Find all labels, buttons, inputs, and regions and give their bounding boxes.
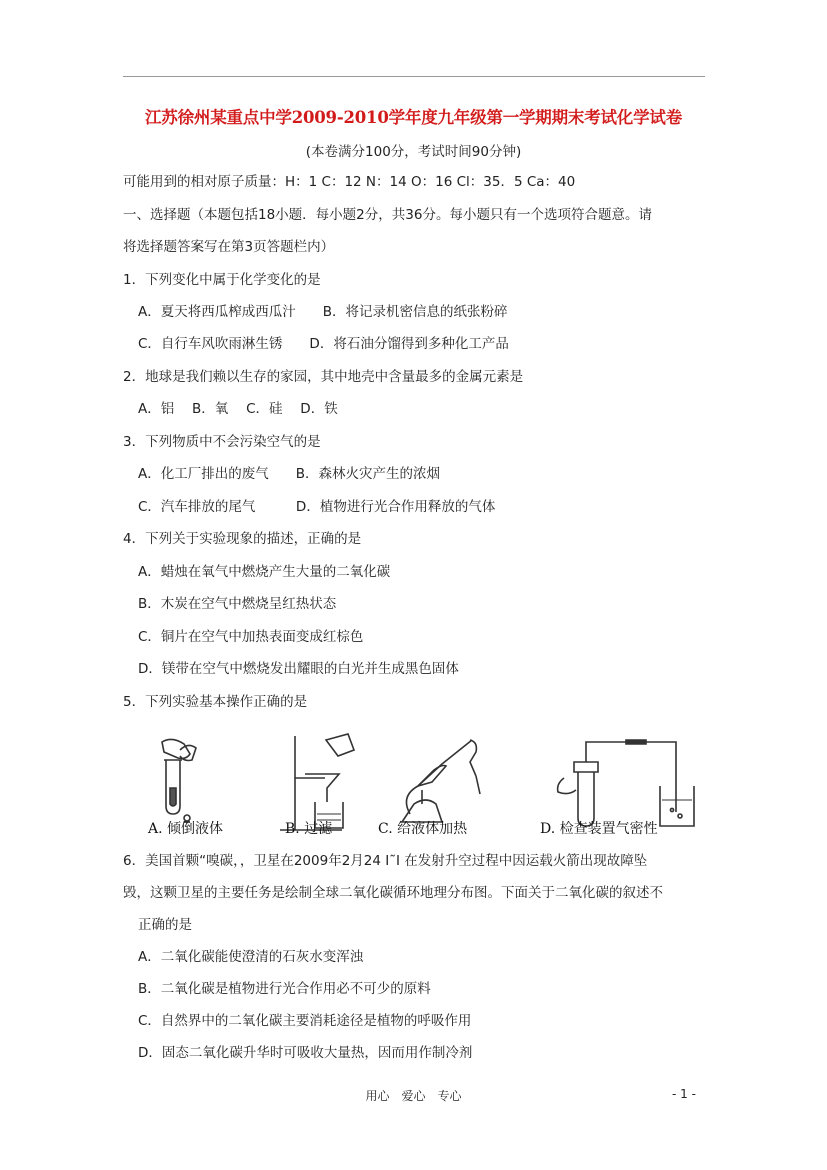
lab-operations-figure [140,730,720,842]
page-number: - 1 - [672,1087,696,1101]
question-2-options: A．铝 B．氧 C．硅 D．铁 [138,401,338,417]
question-2-stem: 2．地球是我们赖以生存的家园，其中地壳中含量最多的金属元素是 [123,369,524,385]
question-1-options-cd: C．自行车风吹雨淋生锈 D．将石油分馏得到多种化工产品 [138,336,509,352]
figure-label-a: A. 倾倒液体 [148,821,224,837]
question-1-stem: 1．下列变化中属于化学变化的是 [123,272,321,288]
filtration-drawing [280,734,354,830]
question-4-option-b: B．木炭在空气中燃烧呈红热状态 [138,596,337,612]
question-4-option-c: C．铜片在空气中加热表面变成红棕色 [138,629,364,645]
section-heading-line2: 将选择题答案写在第3页答题栏内） [123,239,335,255]
section-heading-line1: 一、选择题（本题包括18小题．每小题2分，共36分。每小题只有一个选项符合题意。请 [123,207,652,223]
question-3-options-ab: A．化工厂排出的废气 B．森林火灾产生的浓烟 [138,466,440,482]
airtightness-check-drawing [558,740,694,826]
heating-liquid-drawing [402,740,480,822]
atomic-masses: 可能用到的相对原子质量：H：1 C：12 N：14 O：16 Cl：35．5 Ca：40 [123,174,576,190]
question-6-option-a: A．二氧化碳能使澄清的石灰水变浑浊 [138,949,364,965]
page-title: 江苏徐州某重点中学2009-2010学年度九年级第一学期期末考试化学试卷 [145,108,682,127]
question-3-stem: 3．下列物质中不会污染空气的是 [123,434,321,450]
footer-motto: 用心 爱心 专心 [365,1089,462,1103]
figure-label-d: D. 检查装置气密性 [540,821,658,837]
question-6-option-d: D．固态二氧化碳升华时可吸收大量热，因而用作制冷剂 [138,1045,473,1061]
pouring-liquid-drawing [162,739,196,822]
question-3-options-cd: C．汽车排放的尾气 D．植物进行光合作用释放的气体 [138,499,496,515]
question-6-stem-line3: 正确的是 [138,917,192,933]
question-4-option-d: D．镁带在空气中燃烧发出耀眼的白光并生成黑色固体 [138,661,459,677]
question-5-stem: 5．下列实验基本操作正确的是 [123,694,308,710]
figure-label-b: B. 过滤 [285,821,333,837]
question-6-option-c: C．自然界中的二氧化碳主要消耗途径是植物的呼吸作用 [138,1013,472,1029]
exam-info: (本卷满分100分，考试时间90分钟) [305,144,522,160]
question-4-stem: 4．下列关于实验现象的描述，正确的是 [123,531,362,547]
question-4-option-a: A．蜡烛在氧气中燃烧产生大量的二氧化碳 [138,564,391,580]
figure-label-c: C. 给液体加热 [378,821,468,837]
question-6-stem-line1: 6．美国首颗“嗅碳，，卫星在2009年2月24 I˜I 在发射升空过程中因运载火箭出现故障坠 [123,853,648,869]
question-6-option-b: B．二氧化碳是植物进行光合作用必不可少的原料 [138,981,431,997]
header-rule [123,76,705,77]
question-1-options-ab: A．夏天将西瓜榨成西瓜汁 B．将记录机密信息的纸张粉碎 [138,304,508,320]
question-6-stem-line2: 毁，这颗卫星的主要任务是绘制全球二氧化碳循环地理分布图。下面关于二氧化碳的叙述不 [123,885,663,901]
